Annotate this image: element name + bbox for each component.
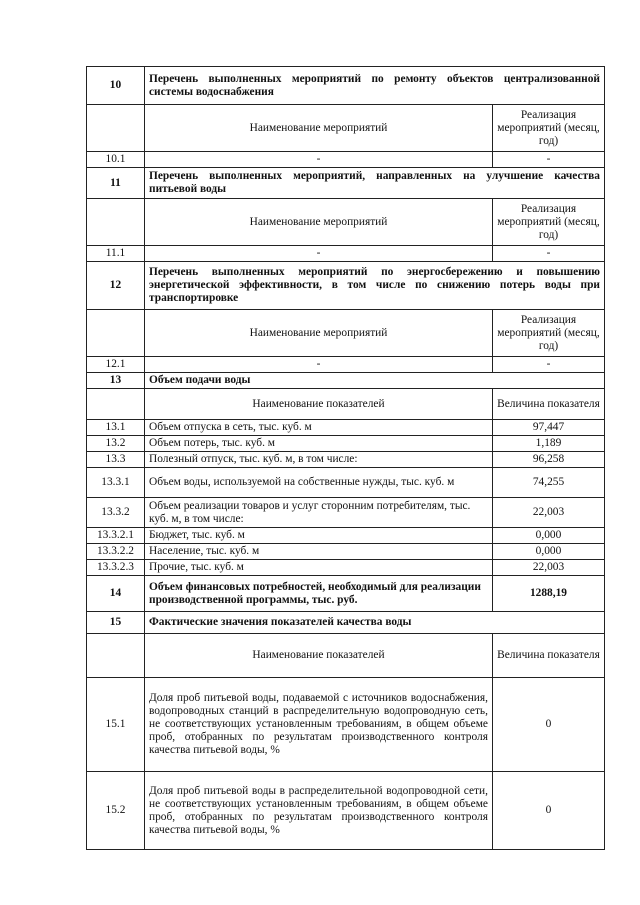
table-row — [87, 152, 605, 168]
row-name: Полезный отпуск, тыс. куб. м, в том числе: — [145, 452, 493, 468]
row-name: - — [145, 357, 493, 373]
row-value: 96,258 — [492, 452, 604, 468]
table-row — [87, 420, 605, 436]
section-title: Фактические значения показателей качества воды — [145, 612, 605, 634]
column-header-name: Наименование мероприятий — [145, 105, 493, 152]
row-value: 97,447 — [492, 420, 604, 436]
row-number: 15.1 — [87, 678, 145, 772]
row-value: 1,189 — [492, 436, 604, 452]
section-title: Перечень выполненных мероприятий, направленных на улучшение качества питьевой воды — [145, 168, 605, 199]
row-name: - — [145, 246, 493, 262]
table-row — [87, 560, 605, 576]
row-value: - — [492, 246, 604, 262]
row-value: 22,003 — [492, 498, 604, 528]
table-row — [87, 452, 605, 468]
row-value: 0,000 — [492, 544, 604, 560]
section-title: Объем подачи воды — [145, 373, 605, 389]
column-header-implementation: Реализация мероприятий (месяц, год) — [492, 105, 604, 152]
section-number: 10 — [87, 67, 145, 105]
column-header-implementation: Реализация мероприятий (месяц, год) — [492, 199, 604, 246]
row-value: - — [492, 357, 604, 373]
row-name: Объем отпуска в сеть, тыс. куб. м — [145, 420, 493, 436]
column-header-name: Наименование мероприятий — [145, 199, 493, 246]
row-value: 0 — [492, 678, 604, 772]
header-row — [87, 199, 605, 246]
row-name: Бюджет, тыс. куб. м — [145, 528, 493, 544]
section-row-12 — [87, 262, 605, 310]
table-row — [87, 544, 605, 560]
row-number: 13.3.2.3 — [87, 560, 145, 576]
header-row — [87, 105, 605, 152]
header-row — [87, 634, 605, 678]
row-name: Доля проб питьевой воды в распределительной водопроводной сети, не соответствующих установленным требованиям, в общем объеме проб, отобранных по результатам производственного контроля качества питьевой воды, % — [145, 772, 493, 850]
table-row — [87, 436, 605, 452]
table-row — [87, 772, 605, 850]
table-row — [87, 246, 605, 262]
column-header-value: Величина показателя — [492, 634, 604, 678]
row-value: 74,255 — [492, 468, 604, 498]
section-number: 13 — [87, 373, 145, 389]
section-row-15 — [87, 612, 605, 634]
row-number: 13.3.2 — [87, 498, 145, 528]
row-value: 0 — [492, 772, 604, 850]
section-number: 14 — [87, 576, 145, 612]
section-row-11 — [87, 168, 605, 199]
section-title: Перечень выполненных мероприятий по энергосбережению и повышению энергетической эффективности, в том числе по снижению потерь воды при транспортировке — [145, 262, 605, 310]
row-number: 13.3.2.2 — [87, 544, 145, 560]
document-table — [86, 66, 605, 850]
row-name: - — [145, 152, 493, 168]
row-name: Объем реализации товаров и услуг сторонним потребителям, тыс. куб. м, в том числе: — [145, 498, 493, 528]
row-value: - — [492, 152, 604, 168]
row-number: 13.2 — [87, 436, 145, 452]
row-name: Население, тыс. куб. м — [145, 544, 493, 560]
row-number: 13.3.1 — [87, 468, 145, 498]
column-header-name: Наименование показателей — [145, 634, 493, 678]
column-header-name: Наименование показателей — [145, 389, 493, 420]
row-name: Доля проб питьевой воды, подаваемой с источников водоснабжения, водопроводных станций в распределительную водопроводную сеть, не соответствующих установленным требованиям, в общем объеме проб, отобранных по результатам производственного контроля качества питьевой воды, % — [145, 678, 493, 772]
row-value: 22,003 — [492, 560, 604, 576]
section-title: Перечень выполненных мероприятий по ремонту объектов централизованной системы водоснабжения — [145, 67, 605, 105]
section-title: Объем финансовых потребностей, необходимый для реализации производственной программы, тыс. руб. — [145, 576, 493, 612]
row-number: 13.3 — [87, 452, 145, 468]
row-value: 0,000 — [492, 528, 604, 544]
section-number: 15 — [87, 612, 145, 634]
table-row — [87, 468, 605, 498]
section-number: 11 — [87, 168, 145, 199]
table-row — [87, 678, 605, 772]
column-header-value: Величина показателя — [492, 389, 604, 420]
section-row-10 — [87, 67, 605, 105]
table-row — [87, 528, 605, 544]
section-row-13 — [87, 373, 605, 389]
row-number: 13.1 — [87, 420, 145, 436]
column-header-name: Наименование мероприятий — [145, 310, 493, 357]
row-number: 13.3.2.1 — [87, 528, 145, 544]
header-row — [87, 310, 605, 357]
section-row-14 — [87, 576, 605, 612]
table-row — [87, 498, 605, 528]
header-row — [87, 389, 605, 420]
column-header-implementation: Реализация мероприятий (месяц, год) — [492, 310, 604, 357]
row-number: 12.1 — [87, 357, 145, 373]
row-name: Объем потерь, тыс. куб. м — [145, 436, 493, 452]
row-name: Объем воды, используемой на собственные нужды, тыс. куб. м — [145, 468, 493, 498]
table-row — [87, 357, 605, 373]
row-number: 11.1 — [87, 246, 145, 262]
section-number: 12 — [87, 262, 145, 310]
row-number: 15.2 — [87, 772, 145, 850]
row-name: Прочие, тыс. куб. м — [145, 560, 493, 576]
row-number: 10.1 — [87, 152, 145, 168]
section-value: 1288,19 — [492, 576, 604, 612]
